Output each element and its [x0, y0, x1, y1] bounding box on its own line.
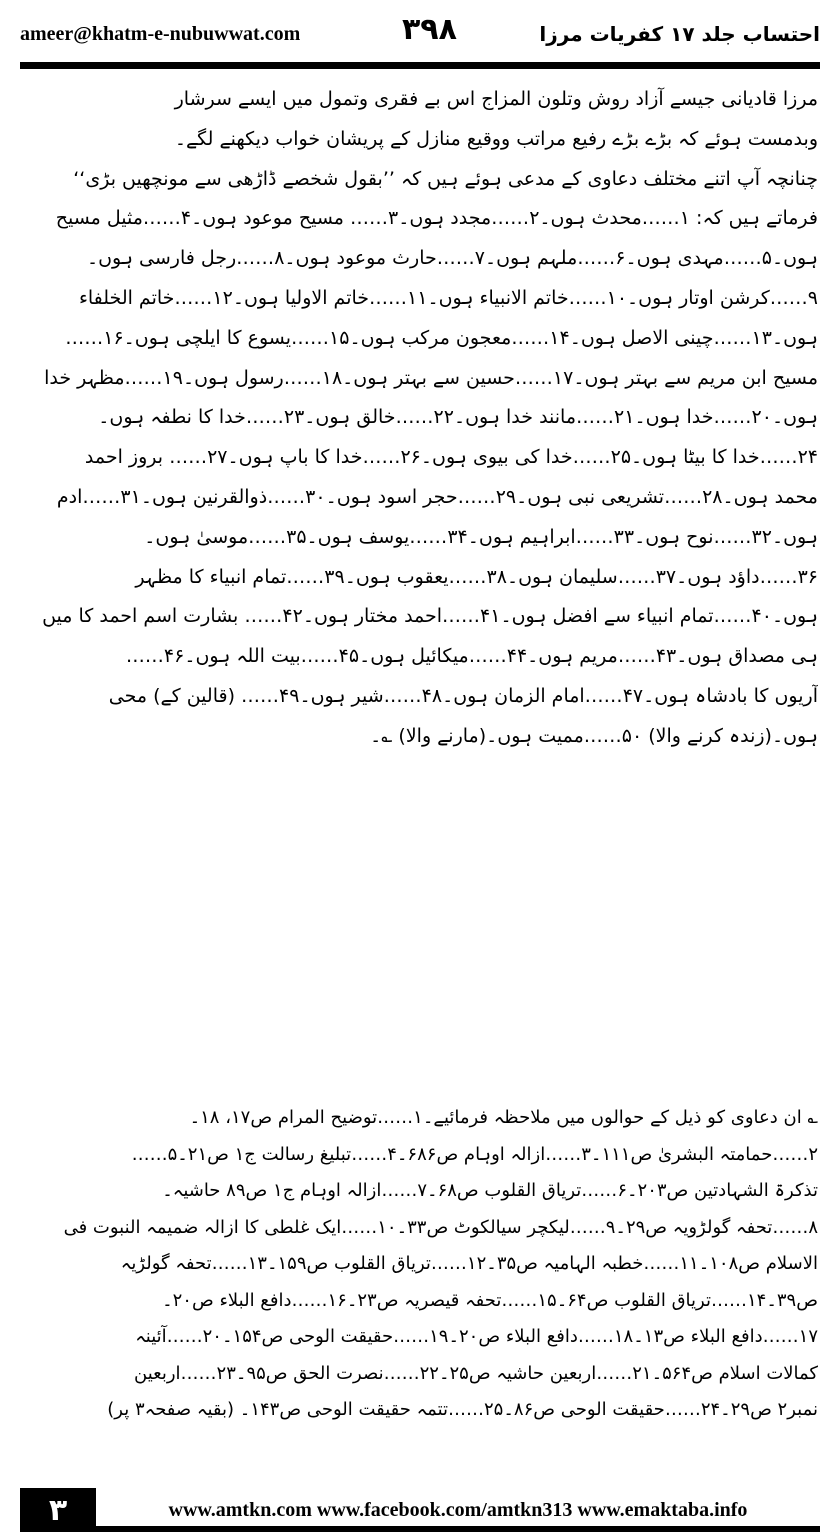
footnotes — [22, 1100, 818, 1429]
header-email: ameer@khatm-e-nubuwwat.com — [20, 22, 301, 45]
text-line: محمد ہوں۔۲۸……تشریعی نبی ہوں۔۲۹……حجر اسود ہوں۔۳۰……ذوالقرنین ہوں۔۳۱……ادم — [56, 485, 818, 508]
main-text — [22, 80, 818, 757]
text-line: چنانچہ آپ اتنے مختلف دعاوی کے مدعی ہوئے ہیں کہ ’’بقول شخصے ڈاڑھی سے مونچھیں بڑی‘‘ — [73, 167, 818, 190]
text-line: ۳۶……داؤد ہوں۔۳۷……سلیمان ہوں۔۳۸……یعقوب ہوں۔۳۹……تمام انبیاء کا مظہر — [135, 565, 818, 588]
book-title: احتساب جلد ۱۷ کفریات مرزا — [539, 22, 820, 46]
footnote-line: ۱۷……دافع البلاء ص۱۳۔۱۸……دافع البلاء ص۲۰۔۱۹……حقیقت الوحی ص۱۵۴۔۲۰……آئینہ — [135, 1326, 818, 1347]
footnote-line: ۲……حمامتہ البشریٰ ص۱۱۱۔۳……ازالہ اوہام ص۶۸۶۔۴……تبلیغ رسالت ج۱ ص۲۱۔۵…… — [131, 1143, 818, 1165]
text-line: مرزا قادیانی جیسے آزاد روش وتلون المزاج اس بے فقری وتمول میں ایسے سرشار — [174, 88, 818, 110]
text-line: مسیح ابن مریم سے بہتر ہوں۔۱۷……حسین سے بہتر ہوں۔۱۸……رسول ہوں۔۱۹……مظہر خدا — [44, 366, 818, 389]
page-number: ۳۹۸ — [402, 12, 457, 47]
text-line: ہوں۔۵……مہدی ہوں۔۶……ملہم ہوں۔۷……حارث موعود ہوں۔۸……رجل فارسی ہوں۔ — [86, 247, 818, 270]
footer-links[interactable]: www.amtkn.com www.facebook.com/amtkn313 www.emaktaba.info — [96, 1488, 820, 1532]
text-line: ہی مصداق ہوں۔۴۳……مریم ہوں۔۴۴……میکائیل ہوں۔۴۵……بیت اللہ ہوں۔۴۶…… — [125, 645, 818, 668]
text-line: ہوں۔۳۲……نوح ہوں۔۳۳……ابراہیم ہوں۔۳۴……یوسف ہوں۔۳۵……موسیٰ ہوں۔ — [144, 525, 818, 548]
text-line: ۲۴……خدا کا بیٹا ہوں۔۲۵……خدا کی بیوی ہوں۔۲۶……خدا کا باپ ہوں۔۲۷…… بروز احمد — [84, 446, 818, 469]
page-footer — [20, 1488, 820, 1532]
footnote-line: ؎ ان دعاوی کو ذیل کے حوالوں میں ملاحظہ فرمائیے۔۱……توضیح المرام ص۱۷، ۱۸۔ — [189, 1107, 818, 1128]
text-line: فرماتے ہیں کہ: ۱……محدث ہوں۔۲……مجدد ہوں۔۳…… مسیح موعود ہوں۔۴……مثیل مسیح — [55, 207, 818, 230]
text-line: آریوں کا بادشاہ ہوں۔۴۷……امام الزمان ہوں۔۴۸……شیر ہوں۔۴۹…… (قالین کے) محی — [108, 684, 818, 707]
footnote-line: ص۳۹۔۱۴……تریاق القلوب ص۶۴۔۱۵……تحفہ قیصریہ ص۲۳۔۱۶……دافع البلاء ص۲۰۔ — [162, 1289, 818, 1311]
text-line: ۹……کرشن اوتار ہوں۔۱۰……خاتم الانبیاء ہوں۔۱۱……خاتم الاولیا ہوں۔۱۲……خاتم الخلفاء — [78, 286, 818, 309]
footnote-line: الاسلام ص۱۰۸۔۱۱……خطبہ الہامیہ ص۳۵۔۱۲……تریاق القلوب ص۱۵۹۔۱۳……تحفہ گولڑیہ — [120, 1253, 818, 1274]
text-line: ہوں۔۴۰……تمام انبیاء سے افضل ہوں۔۴۱……احمد مختار ہوں۔۴۲…… بشارت اسم احمد کا میں — [42, 605, 818, 628]
text-line: ہوں۔۲۰……خدا ہوں۔۲۱……مانند خدا ہوں۔۲۲……خالق ہوں۔۲۳……خدا کا نطفہ ہوں۔ — [98, 406, 818, 429]
footnote-line: کمالات اسلام ص۵۶۴۔۲۱……اربعین حاشیہ ص۲۵۔۲۲……نصرت الحق ص۹۵۔۲۳……اربعین — [134, 1362, 818, 1384]
header-rule — [20, 62, 820, 69]
footnote-line: نمبر۲ ص۲۹۔۲۴……حقیقت الوحی ص۸۶۔۲۵……تتمہ حقیقت الوحی ص۱۴۳۔ (بقیہ صفحہ۳ پر) — [107, 1399, 818, 1420]
footnote-line: ۸……تحفہ گولڑویہ ص۲۹۔۹……لیکچر سیالکوٹ ص۳۳۔۱۰……ایک غلطی کا ازالہ ضمیمہ النبوت فی — [63, 1216, 818, 1238]
text-line: ہوں۔۱۳……چینی الاصل ہوں۔۱۴……معجون مرکب ہوں۔۱۵……یسوع کا ایلچی ہوں۔۱۶…… — [65, 326, 818, 349]
text-line: ہوں۔(زندہ کرنے والا) ۵۰……ممیت ہوں۔(مارنے والا) ؎۔ — [370, 724, 818, 747]
page-header — [20, 12, 820, 52]
text-line: وبدمست ہوئے کہ بڑے بڑے رفیع مراتب ووقیع منازل کے پریشان خواب دیکھنے لگے۔ — [174, 127, 818, 150]
footnote-line: تذکرۃ الشہادتین ص۲۰۳۔۶……تریاق القلوب ص۶۸۔۷……ازالہ اوہام ج۱ ص۸۹ حاشیہ۔ — [162, 1180, 818, 1201]
footer-index-number: ۳ — [20, 1493, 96, 1528]
